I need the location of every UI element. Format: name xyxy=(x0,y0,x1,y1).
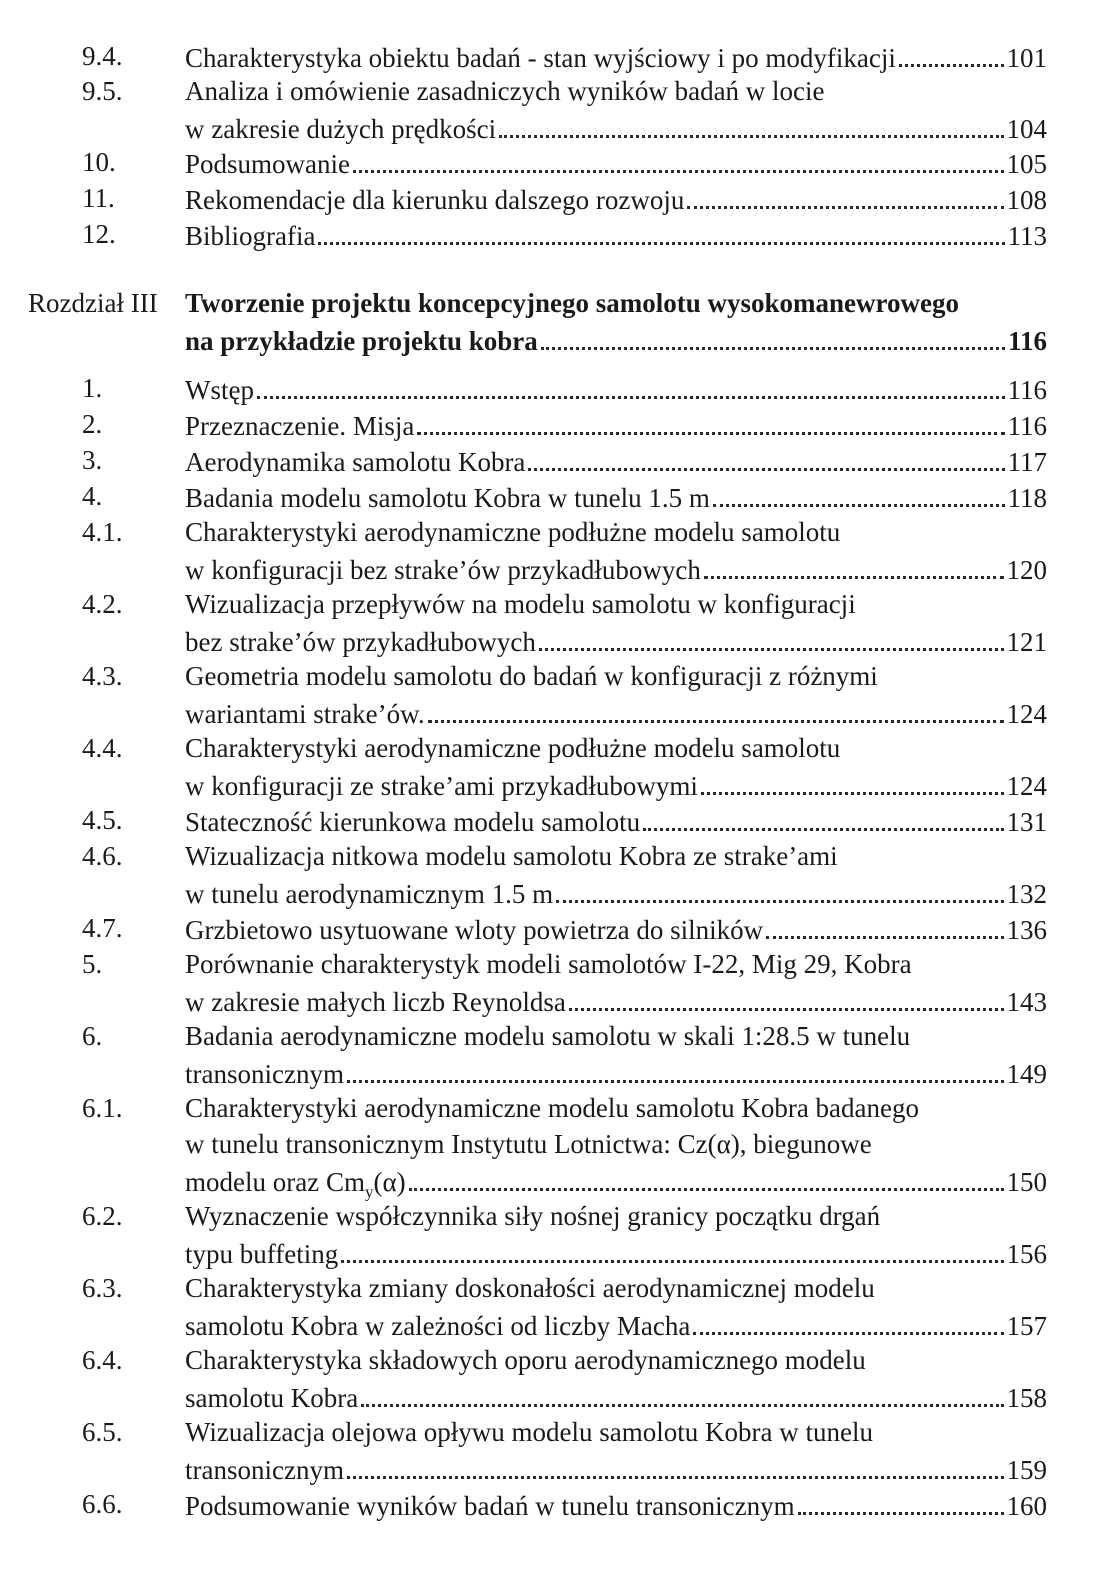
page-number: 124 xyxy=(1006,771,1047,801)
entry-title: Wstęp xyxy=(185,375,254,405)
dot-leader xyxy=(361,1378,1003,1407)
dot-leader xyxy=(417,406,1004,435)
entry-title: Analiza i omówienie zasadniczych wyników badań w locie xyxy=(185,76,825,106)
toc-entry-4-7 xyxy=(0,910,1109,946)
toc-entry-4-1 xyxy=(0,514,1109,550)
dot-leader xyxy=(643,802,1003,831)
dot-leader xyxy=(701,766,1004,795)
entry-title-cont: transonicznym xyxy=(185,1455,344,1485)
dot-leader xyxy=(766,910,1003,939)
dot-leader xyxy=(899,38,1004,67)
page-number: 132 xyxy=(1006,879,1047,909)
entry-title: Podsumowanie xyxy=(185,149,350,179)
toc-entry-6-1-cont xyxy=(0,1126,1109,1162)
entry-title: Charakterystyki aerodynamiczne podłużne modelu samolotu xyxy=(185,733,841,763)
toc-entry-11 xyxy=(0,180,1109,216)
toc-entry-6-5 xyxy=(0,1414,1109,1450)
page-number: 158 xyxy=(1006,1383,1047,1413)
entry-number: 6.3. xyxy=(82,1273,123,1303)
page-number: 120 xyxy=(1006,555,1047,585)
toc-entry-6-3 xyxy=(0,1270,1109,1306)
page-number: 124 xyxy=(1006,699,1047,729)
toc-entry-9-5-cont xyxy=(0,109,1109,145)
entry-number: 4.7. xyxy=(82,913,123,943)
toc-entry-9-4 xyxy=(0,38,1109,74)
toc-entry-6-cont xyxy=(0,1054,1109,1090)
dot-leader xyxy=(556,874,1003,903)
page-number: 116 xyxy=(1007,326,1047,356)
entry-title: Geometria modelu samolotu do badań w konfiguracji z różnymi xyxy=(185,661,878,691)
entry-number: 10. xyxy=(82,147,116,177)
toc-entry-3 xyxy=(0,442,1109,478)
entry-number: 6.5. xyxy=(82,1417,123,1447)
page-number: 118 xyxy=(1007,483,1047,513)
entry-title: Badania aerodynamiczne modelu samolotu w skali 1:28.5 w tunelu xyxy=(185,1021,911,1051)
toc-entry-5-cont xyxy=(0,982,1109,1018)
entry-number: 11. xyxy=(82,183,115,213)
entry-title-text: modelu oraz Cm xyxy=(185,1167,365,1197)
chapter-heading xyxy=(0,285,1109,321)
entry-title-cont: w zakresie małych liczb Reynoldsa xyxy=(185,987,566,1017)
subscript-y: y xyxy=(364,1182,374,1202)
toc-entry-6-2-cont xyxy=(0,1234,1109,1270)
toc-entry-6-4-cont xyxy=(0,1378,1109,1414)
page-number: 105 xyxy=(1006,149,1047,179)
entry-title: Podsumowanie wyników badań w tunelu transonicznym xyxy=(185,1491,795,1521)
dot-leader xyxy=(353,144,1004,173)
entry-number: 6.2. xyxy=(82,1201,123,1231)
page-number: 156 xyxy=(1006,1239,1047,1269)
entry-title-cont: bez strake’ów przykadłubowych xyxy=(185,627,536,657)
chapter-title: Tworzenie projektu koncepcyjnego samolotu wysokomanewrowego xyxy=(185,288,959,318)
entry-number: 6.1. xyxy=(82,1093,123,1123)
chapter-title-cont: na przykładzie projektu kobra xyxy=(185,326,538,356)
entry-number: 3. xyxy=(82,445,103,475)
entry-title: Wizualizacja przepływów na modelu samolotu w konfiguracji xyxy=(185,589,856,619)
entry-title-cont: w tunelu transonicznym Instytutu Lotnictwa: Cz(α), biegunowe xyxy=(185,1129,872,1159)
entry-number: 4.1. xyxy=(82,517,123,547)
dot-leader xyxy=(499,109,1003,138)
entry-number: 6.4. xyxy=(82,1345,123,1375)
entry-title-cont: w konfiguracji bez strake’ów przykadłubowych xyxy=(185,555,701,585)
toc-entry-6 xyxy=(0,1018,1109,1054)
page-number: 101 xyxy=(1006,43,1047,73)
entry-title: Wizualizacja nitkowa modelu samolotu Kobra ze strake’ami xyxy=(185,841,838,871)
toc-entry-10 xyxy=(0,144,1109,180)
entry-number: 9.4. xyxy=(82,41,123,71)
dot-leader xyxy=(539,622,1004,651)
toc-entry-4-6-cont xyxy=(0,874,1109,910)
toc-entry-4-2-cont xyxy=(0,622,1109,658)
entry-title: Charakterystyka zmiany doskonałości aerodynamicznej modelu xyxy=(185,1273,875,1303)
page-number: 116 xyxy=(1007,375,1047,405)
dot-leader xyxy=(798,1486,1004,1515)
toc-entry-4-6 xyxy=(0,838,1109,874)
entry-title-cont: w zakresie dużych prędkości xyxy=(185,114,497,144)
toc-entry-4 xyxy=(0,478,1109,514)
toc-entry-6-3-cont xyxy=(0,1306,1109,1342)
dot-leader xyxy=(318,216,1004,245)
toc-entry-4-3-cont xyxy=(0,694,1109,730)
toc-entry-6-5-cont xyxy=(0,1450,1109,1486)
dot-leader xyxy=(341,1234,1003,1263)
dot-leader xyxy=(409,1162,1004,1191)
page-number: 117 xyxy=(1007,447,1047,477)
entry-title-cont: w konfiguracji ze strake’ami przykadłubowymi xyxy=(185,771,698,801)
dot-leader xyxy=(704,550,1004,579)
dot-leader xyxy=(693,1306,1003,1335)
page-number: 116 xyxy=(1007,411,1047,441)
entry-title: Porównanie charakterystyk modeli samolotów I-22, Mig 29, Kobra xyxy=(185,949,912,979)
entry-title-text-end: (α) xyxy=(373,1167,406,1197)
dot-leader xyxy=(347,1054,1004,1083)
toc-entry-6-4 xyxy=(0,1342,1109,1378)
toc-entry-4-3 xyxy=(0,658,1109,694)
entry-number: 4.3. xyxy=(82,661,123,691)
entry-title: Charakterystyka obiektu badań - stan wyjściowy i po modyfikacji xyxy=(185,43,896,73)
entry-title: Rekomendacje dla kierunku dalszego rozwoju xyxy=(185,185,685,215)
page-number: 157 xyxy=(1006,1311,1047,1341)
toc-entry-1 xyxy=(0,370,1109,406)
entry-number: 4.2. xyxy=(82,589,123,619)
entry-number: 4.6. xyxy=(82,841,123,871)
entry-title: Przeznaczenie. Misja xyxy=(185,411,415,441)
entry-title-cont: transonicznym xyxy=(185,1059,344,1089)
dot-leader xyxy=(528,442,1004,471)
entry-title-cont: typu buffeting xyxy=(185,1239,339,1269)
entry-title: Charakterystyka składowych oporu aerodynamicznego modelu xyxy=(185,1345,866,1375)
page-number: 159 xyxy=(1006,1455,1047,1485)
entry-title-cont: w tunelu aerodynamicznym 1.5 m xyxy=(185,879,554,909)
toc-entry-6-1 xyxy=(0,1090,1109,1126)
entry-title: Aerodynamika samolotu Kobra xyxy=(185,447,526,477)
page-number: 149 xyxy=(1006,1059,1047,1089)
entry-title: Wizualizacja olejowa opływu modelu samolotu Kobra w tunelu xyxy=(185,1417,873,1447)
toc-entry-4-1-cont xyxy=(0,550,1109,586)
toc-entry-6-2 xyxy=(0,1198,1109,1234)
entry-number: 4.5. xyxy=(82,805,123,835)
toc-entry-9-5 xyxy=(0,73,1109,109)
page-number: 113 xyxy=(1007,221,1047,251)
toc-entry-4-4-cont xyxy=(0,766,1109,802)
toc-entry-12 xyxy=(0,216,1109,252)
entry-title: Charakterystyki aerodynamiczne podłużne modelu samolotu xyxy=(185,517,841,547)
page-number: 108 xyxy=(1006,185,1047,215)
page-number: 136 xyxy=(1006,915,1047,945)
entry-title: Grzbietowo usytuowane wloty powietrza do silników xyxy=(185,915,764,945)
dot-leader xyxy=(428,694,1004,723)
entry-title: Wyznaczenie współczynnika siły nośnej granicy początku drgań xyxy=(185,1201,881,1231)
dot-leader xyxy=(569,982,1004,1011)
entry-title-cont: samolotu Kobra xyxy=(185,1383,359,1413)
toc-entry-4-2 xyxy=(0,586,1109,622)
page-number: 143 xyxy=(1006,987,1047,1017)
entry-title: Stateczność kierunkowa modelu samolotu xyxy=(185,807,641,837)
toc-entry-6-1-cont2 xyxy=(0,1162,1109,1202)
toc-entry-4-5 xyxy=(0,802,1109,838)
page-number: 160 xyxy=(1006,1491,1047,1521)
chapter-heading-cont xyxy=(0,321,1109,357)
dot-leader xyxy=(257,370,1005,399)
toc-entry-6-6 xyxy=(0,1486,1109,1522)
dot-leader xyxy=(347,1450,1004,1479)
page-number: 150 xyxy=(1006,1167,1047,1197)
entry-number: 4.4. xyxy=(82,733,123,763)
entry-number: 9.5. xyxy=(82,76,123,106)
entry-title: Charakterystyki aerodynamiczne modelu samolotu Kobra badanego xyxy=(185,1093,920,1123)
entry-number: 6.6. xyxy=(82,1489,123,1519)
chapter-label: Rozdział III xyxy=(28,288,158,318)
entry-number: 5. xyxy=(82,949,103,979)
entry-number: 1. xyxy=(82,373,103,403)
dot-leader xyxy=(713,478,1005,507)
page-number: 121 xyxy=(1006,627,1047,657)
entry-title: Bibliografia xyxy=(185,221,316,251)
toc-entry-2 xyxy=(0,406,1109,442)
toc-entry-5 xyxy=(0,946,1109,982)
entry-title-cont: samolotu Kobra w zależności od liczby Macha xyxy=(185,1311,691,1341)
entry-title: Badania modelu samolotu Kobra w tunelu 1.5 m xyxy=(185,483,710,513)
page-number: 104 xyxy=(1006,114,1047,144)
dot-leader xyxy=(541,321,1005,350)
page-number: 131 xyxy=(1006,807,1047,837)
entry-number: 12. xyxy=(82,219,116,249)
entry-number: 4. xyxy=(82,481,103,511)
toc-entry-4-4 xyxy=(0,730,1109,766)
entry-title-cont: wariantami strake’ów. xyxy=(185,699,425,729)
entry-number: 6. xyxy=(82,1021,103,1051)
dot-leader xyxy=(687,180,1003,209)
entry-number: 2. xyxy=(82,409,103,439)
